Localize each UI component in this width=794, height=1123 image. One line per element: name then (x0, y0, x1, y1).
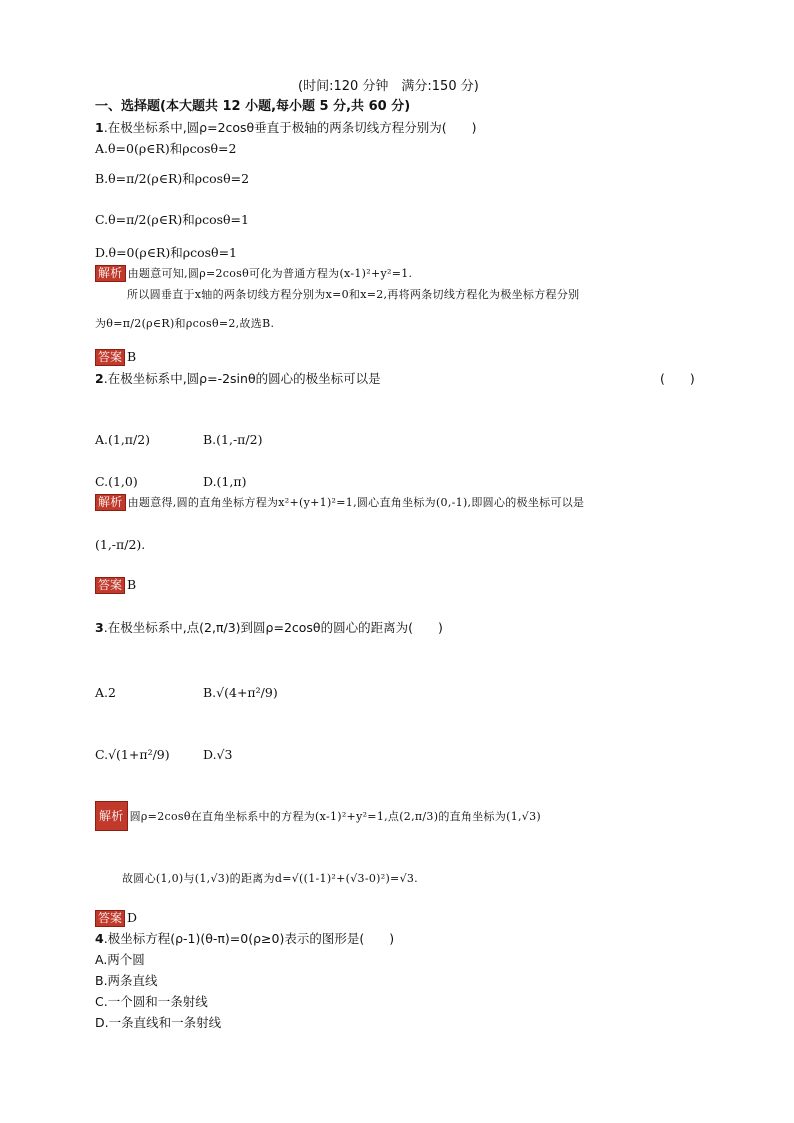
q1-number: 1 (95, 120, 104, 135)
q3-stem-text: 在极坐标系中,点(2,π/3)到圆ρ=2cosθ的圆心的距离为( ) (107, 620, 443, 635)
q3-option-d: D.√3 (203, 747, 233, 762)
q1-analysis-line3: 为θ=π/2(ρ∈R)和ρcosθ=2,故选B. (95, 317, 275, 330)
q2-option-b: B.(1,-π/2) (203, 432, 263, 447)
q1-analysis-line1: 由题意可知,圆ρ=2cosθ可化为普通方程为(x-1)²+y²=1. (127, 267, 413, 280)
q1-option-c: C.θ=π/2(ρ∈R)和ρcosθ=1 (95, 212, 249, 227)
q2-stem-text: 在极坐标系中,圆ρ=-2sinθ的圆心的极坐标可以是 (107, 371, 381, 386)
q4-option-c: C.一个圆和一条射线 (95, 994, 208, 1009)
q2-answer (95, 577, 136, 594)
q3-stem: 3.在极坐标系中,点(2,π/3)到圆ρ=2cosθ的圆心的距离为( ) (95, 620, 443, 635)
q3-analysis (95, 801, 541, 831)
q3-option-c: C.√(1+π²/9) (95, 747, 170, 762)
analysis-label: 解析 (95, 265, 126, 282)
analysis-label: 解析 (95, 801, 128, 831)
q1-option-a: A.θ=0(ρ∈R)和ρcosθ=2 (95, 141, 237, 156)
q1-answer-value: B (127, 349, 137, 364)
q3-analysis-line1: 圆ρ=2cosθ在直角坐标系中的方程为(x-1)²+y²=1,点(2,π/3)的直角坐标为(1,√3) (129, 810, 542, 823)
q1-analysis-line2: 所以圆垂直于x轴的两条切线方程分别为x=0和x=2,再将两条切线方程化为极坐标方程分别 (127, 288, 580, 301)
q2-analysis-text: 由题意得,圆的直角坐标方程为x²+(y+1)²=1,圆心直角坐标为(0,-1),即圆心的极坐标可以是 (127, 496, 585, 509)
exam-time-info: (时间:120 分钟 满分:150 分) (298, 79, 479, 94)
q2-option-d: D.(1,π) (203, 474, 247, 489)
answer-label: 答案 (95, 349, 125, 366)
answer-label: 答案 (95, 910, 125, 927)
q3-option-b: B.√(4+π²/9) (203, 685, 278, 700)
q4-option-d: D.一条直线和一条射线 (95, 1015, 222, 1030)
section-title: 一、选择题(本大题共 12 小题,每小题 5 分,共 60 分) (95, 99, 411, 114)
q4-option-b: B.两条直线 (95, 973, 158, 988)
q3-option-a: A.2 (95, 685, 116, 700)
q3-answer-value: D (127, 910, 138, 925)
q4-option-a: A.两个圆 (95, 952, 145, 967)
q2-number: 2 (95, 371, 104, 386)
q3-answer (95, 910, 137, 927)
q3-number: 3 (95, 620, 104, 635)
q4-number: 4 (95, 931, 104, 946)
q2-blank: ( ) (660, 371, 695, 386)
q1-stem-text: 在极坐标系中,圆ρ=2cosθ垂直于极轴的两条切线方程分别为( ) (107, 120, 477, 135)
q4-stem: 4.极坐标方程(ρ-1)(θ-π)=0(ρ≥0)表示的图形是( ) (95, 931, 395, 946)
q1-answer (95, 349, 136, 366)
q1-option-b: B.θ=π/2(ρ∈R)和ρcosθ=2 (95, 171, 250, 186)
q2-analysis (95, 494, 584, 511)
analysis-label: 解析 (95, 494, 126, 511)
q2-option-c: C.(1,0) (95, 474, 138, 489)
q2-analysis-tail: (1,-π/2). (95, 537, 146, 552)
q2-answer-value: B (127, 577, 137, 592)
q1-stem: 1.在极坐标系中,圆ρ=2cosθ垂直于极轴的两条切线方程分别为( ) (95, 120, 477, 135)
answer-label: 答案 (95, 577, 125, 594)
q3-analysis-line2: 故圆心(1,0)与(1,√3)的距离为d=√((1-1)²+(√3-0)²)=√3. (122, 872, 418, 885)
q2-stem: 2.在极坐标系中,圆ρ=-2sinθ的圆心的极坐标可以是 (95, 371, 381, 386)
q2-option-a: A.(1,π/2) (95, 432, 151, 447)
q1-option-d: D.θ=0(ρ∈R)和ρcosθ=1 (95, 245, 238, 260)
q4-stem-text: 极坐标方程(ρ-1)(θ-π)=0(ρ≥0)表示的图形是( ) (107, 931, 395, 946)
q1-analysis (95, 265, 412, 282)
